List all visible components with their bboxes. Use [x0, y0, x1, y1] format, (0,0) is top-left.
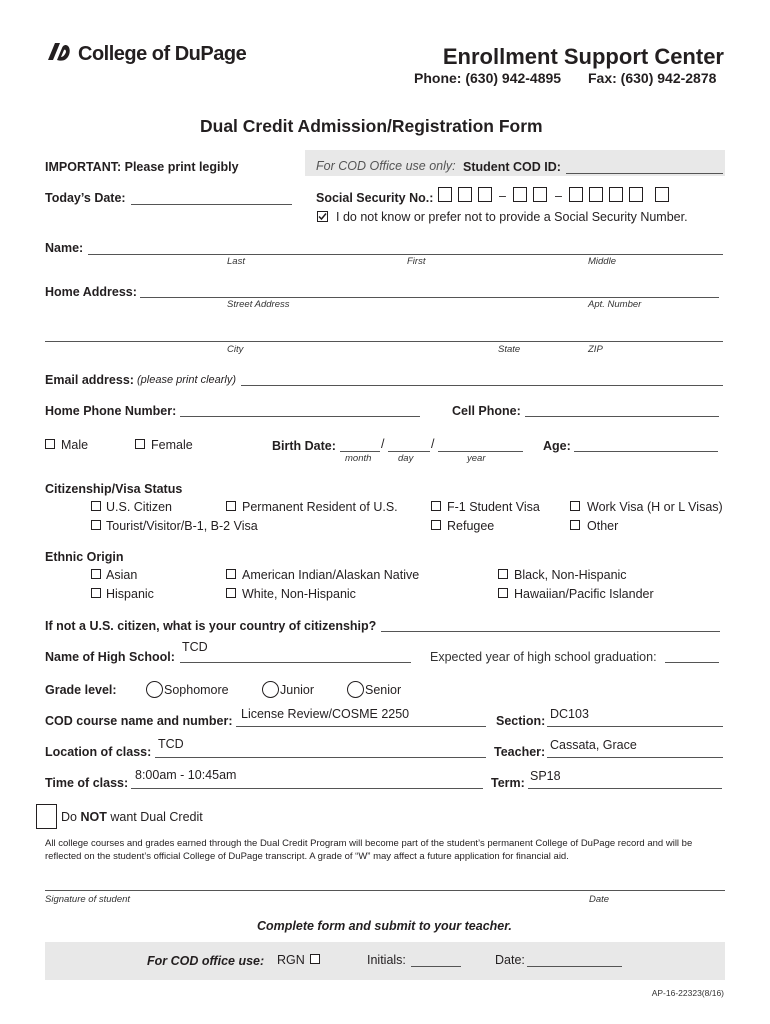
initials-label: Initials: [367, 953, 406, 967]
ssn-digit[interactable] [609, 187, 623, 202]
american-indian-checkbox[interactable] [226, 569, 236, 579]
sophomore-radio[interactable] [146, 681, 163, 698]
high-school-label: Name of High School: [45, 650, 175, 664]
other-label: Other [587, 519, 619, 533]
decline-dual-credit-label [61, 810, 203, 824]
home-address-label: Home Address: [45, 285, 137, 299]
city-caption: City [227, 344, 244, 355]
course-field[interactable] [236, 726, 486, 727]
office-date-label: Date: [495, 953, 525, 967]
name-middle-caption: Middle [588, 256, 616, 267]
permanent-resident-checkbox[interactable] [226, 501, 236, 511]
ssn-digit[interactable] [533, 187, 547, 202]
email-field[interactable] [241, 385, 723, 386]
submit-instruction: Complete form and submit to your teacher. [257, 919, 512, 933]
birth-day-field[interactable] [388, 451, 430, 452]
ssn-digit[interactable] [589, 187, 603, 202]
grade-label: Grade level: [45, 683, 117, 697]
phone-number: Phone: (630) 942-4895 [414, 70, 562, 86]
f1-visa-checkbox[interactable] [431, 501, 441, 511]
name-label: Name: [45, 241, 84, 255]
office-date-field[interactable] [527, 966, 622, 967]
hispanic-checkbox[interactable] [91, 588, 101, 598]
ssn-label: Social Security No.: [316, 191, 434, 205]
section-label: Section: [496, 714, 546, 728]
age-label: Age: [543, 439, 571, 453]
home-phone-label: Home Phone Number: [45, 404, 177, 418]
course-label: COD course name and number: [45, 714, 233, 728]
ssn-dash: – [555, 189, 562, 203]
signature-field[interactable] [45, 890, 725, 891]
term-value[interactable]: SP18 [530, 769, 561, 783]
city-state-zip-field[interactable] [45, 341, 723, 342]
time-label: Time of class: [45, 776, 129, 790]
email-hint: (please print clearly) [137, 374, 237, 386]
teacher-label: Teacher: [494, 745, 546, 759]
year-caption: year [467, 453, 486, 464]
black-checkbox[interactable] [498, 569, 508, 579]
office-use-title: For COD office use: [147, 954, 265, 968]
junior-radio[interactable] [262, 681, 279, 698]
ssn-digit[interactable] [569, 187, 583, 202]
permanent-resident-label: Permanent Resident of U.S. [242, 500, 398, 514]
decline-suffix: want Dual Credit [110, 810, 203, 824]
time-field[interactable] [131, 788, 483, 789]
birth-sep: / [431, 437, 435, 451]
term-field[interactable] [528, 788, 722, 789]
ssn-digit[interactable] [478, 187, 492, 202]
asian-checkbox[interactable] [91, 569, 101, 579]
graduation-label: Expected year of high school graduation: [430, 650, 657, 664]
dual-credit-notice: All college courses and grades earned through the Dual Credit Program will become part of the student’s permanent College of DuPage record and will be reflected on the student’s official College of DuPage transcript. A grade of “W” may affect a future application for financial aid. [45, 838, 693, 862]
decline-prefix: Do [61, 810, 77, 824]
ssn-dash: – [499, 189, 506, 203]
ssn-opt-out-label: I do not know or prefer not to provide a Social Security Number. [336, 210, 688, 224]
male-label: Male [61, 438, 89, 452]
work-visa-checkbox[interactable] [570, 501, 580, 511]
black-label: Black, Non-Hispanic [514, 568, 627, 582]
college-name: College of DuPage [78, 43, 247, 65]
street-caption: Street Address [227, 299, 290, 310]
ssn-opt-out-checkbox[interactable] [317, 211, 328, 222]
tourist-visa-label: Tourist/Visitor/B-1, B-2 Visa [106, 519, 258, 533]
location-label: Location of class: [45, 745, 152, 759]
cell-phone-label: Cell Phone: [452, 404, 521, 418]
decline-dual-credit-checkbox[interactable] [36, 804, 57, 829]
apt-caption: Apt. Number [588, 299, 642, 310]
day-caption: day [398, 453, 414, 464]
ssn-digit[interactable] [513, 187, 527, 202]
office-use-label: For COD Office use only: [316, 159, 456, 173]
f1-visa-label: F-1 Student Visa [447, 500, 540, 514]
us-citizen-label: U.S. Citizen [106, 500, 172, 514]
female-label: Female [151, 438, 193, 452]
birth-month-field[interactable] [340, 451, 380, 452]
rgn-checkbox[interactable] [310, 954, 320, 964]
name-last-caption: Last [227, 256, 245, 267]
white-checkbox[interactable] [226, 588, 236, 598]
sophomore-label: Sophomore [164, 683, 229, 697]
name-first-caption: First [407, 256, 426, 267]
refugee-checkbox[interactable] [431, 520, 441, 530]
term-label: Term: [491, 776, 525, 790]
rgn-label: RGN [277, 953, 305, 967]
college-logo [44, 40, 72, 71]
signature-date-caption: Date [589, 894, 610, 905]
signature-caption: Signature of student [45, 894, 131, 905]
tourist-visa-checkbox[interactable] [91, 520, 101, 530]
high-school-value[interactable]: TCD [182, 640, 208, 654]
white-label: White, Non-Hispanic [242, 587, 356, 601]
ssn-digit[interactable] [438, 187, 452, 202]
high-school-field[interactable] [180, 662, 411, 663]
male-checkbox[interactable] [45, 439, 55, 449]
zip-caption: ZIP [588, 344, 603, 355]
checkmark-icon [318, 212, 327, 221]
age-field[interactable] [574, 451, 718, 452]
hawaiian-label: Hawaiian/Pacific Islander [514, 587, 654, 601]
section-value[interactable]: DC103 [550, 707, 589, 721]
decline-not: NOT [80, 810, 107, 824]
hawaiian-checkbox[interactable] [498, 588, 508, 598]
graduation-field[interactable] [665, 662, 719, 663]
home-phone-field[interactable] [180, 416, 420, 417]
form-title: Dual Credit Admission/Registration Form [200, 116, 543, 136]
ssn-digit[interactable] [629, 187, 643, 202]
asian-label: Asian [106, 568, 138, 582]
student-cod-id-field[interactable] [566, 173, 723, 174]
month-caption: month [345, 453, 372, 464]
section-field[interactable] [547, 726, 723, 727]
birth-date-label: Birth Date: [272, 439, 336, 453]
college-logo-icon [44, 40, 72, 66]
birth-year-field[interactable] [438, 451, 523, 452]
country-label: If not a U.S. citizen, what is your country of citizenship? [45, 619, 377, 633]
senior-label: Senior [365, 683, 402, 697]
email-label: Email address: [45, 373, 134, 387]
country-field[interactable] [381, 631, 720, 632]
street-address-field[interactable] [140, 297, 719, 298]
course-value[interactable]: License Review/COSME 2250 [241, 707, 410, 721]
ethnic-title: Ethnic Origin [45, 550, 124, 564]
name-field[interactable] [88, 254, 723, 255]
refugee-label: Refugee [447, 519, 495, 533]
form-code: AP-16-22323(8/16) [651, 988, 724, 998]
citizenship-title: Citizenship/Visa Status [45, 482, 183, 496]
location-value[interactable]: TCD [158, 737, 184, 751]
other-checkbox[interactable] [570, 520, 580, 530]
time-value[interactable]: 8:00am - 10:45am [135, 768, 237, 782]
student-cod-id-label: Student COD ID: [463, 160, 561, 174]
state-caption: State [498, 344, 521, 355]
junior-label: Junior [280, 683, 315, 697]
todays-date-label: Today’s Date: [45, 191, 126, 205]
female-checkbox[interactable] [135, 439, 145, 449]
us-citizen-checkbox[interactable] [91, 501, 101, 511]
hispanic-label: Hispanic [106, 587, 154, 601]
american-indian-label: American Indian/Alaskan Native [242, 568, 420, 582]
location-field[interactable] [155, 757, 486, 758]
senior-radio[interactable] [347, 681, 364, 698]
todays-date-field[interactable] [131, 204, 292, 205]
ssn-digit[interactable] [655, 187, 669, 202]
birth-sep: / [381, 437, 385, 451]
ssn-digit[interactable] [458, 187, 472, 202]
important-note: IMPORTANT: Please print legibly [45, 160, 239, 174]
teacher-field[interactable] [547, 757, 723, 758]
fax-number: Fax: (630) 942-2878 [588, 70, 717, 86]
center-title: Enrollment Support Center [442, 44, 724, 69]
cell-phone-field[interactable] [525, 416, 719, 417]
teacher-value[interactable]: Cassata, Grace [550, 738, 637, 752]
initials-field[interactable] [411, 966, 461, 967]
work-visa-label: Work Visa (H or L Visas) [587, 500, 723, 514]
